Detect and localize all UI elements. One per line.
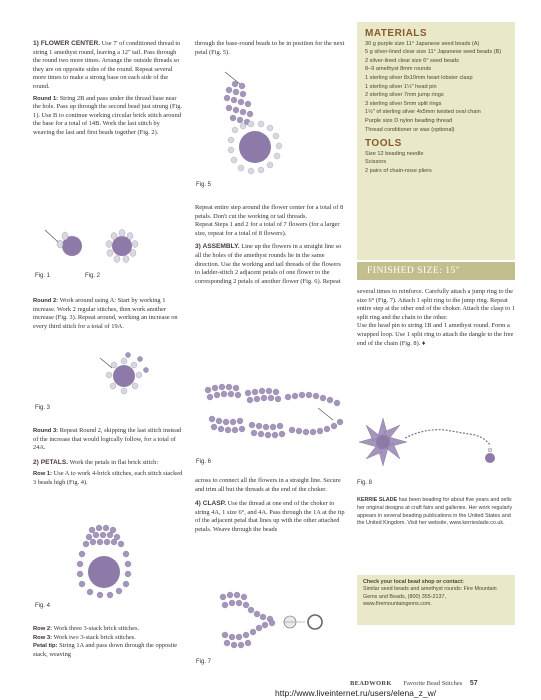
materials-heading: MATERIALS (365, 28, 428, 39)
clasp-para (195, 500, 345, 534)
fig-2-label: Fig. 2 (85, 273, 101, 279)
figure-7 (215, 582, 345, 664)
fig-3-label: Fig. 3 (35, 405, 51, 411)
row2-label: Row 2: (33, 626, 53, 632)
fig-8-label: Fig. 8 (357, 480, 373, 486)
materials-item: 1 sterling silver 1½" head pin (365, 83, 437, 90)
rows-block (33, 625, 183, 659)
round3-para (33, 427, 183, 453)
petal-tip-para (33, 642, 183, 659)
petals-text: Work the petals in flat brick stitch: (69, 458, 159, 466)
materials-item: 3 sterling silver 5mm split rings (365, 100, 442, 107)
clasp-text: Use the thread at one end of the choker to string 4A, 1 size 6°, and 4A. Pass through the 1A at the tip of the adjacent petal that lines up with the other attached petals. Weave through the beads (195, 500, 345, 533)
materials-item: 2 silver-lined clear size 6° seed beads (365, 57, 459, 64)
row1-para (33, 470, 183, 487)
tools-item: Scissors (365, 159, 387, 166)
materials-sidebar (357, 22, 515, 260)
figure-5 (205, 62, 305, 177)
repeat2-text: Repeat Steps 1 and 2 for a total of 7 flowers (for a larger size, repeat for a total of 8 flowers). (195, 221, 340, 237)
petal-tip-text: String 1A and pass down through the opposite stack, weaving (33, 642, 178, 658)
col2-top-text: through the base-round beads to be in position for the next petal (Fig. 5). (195, 40, 345, 56)
petals-para (33, 459, 183, 468)
page-number: 57 (469, 680, 478, 687)
round1-para (33, 95, 183, 138)
row2-text: Work three 3-stack brick stitches. (53, 625, 140, 632)
figure-6 (198, 375, 348, 455)
column-2-bottom (195, 477, 345, 538)
assembly-text: Line up the flowers in a straight line so all the holes of the amethyst rounds lie in the same direction. Use the working and tail threads of the flowers to ladder-stitch 2 adjacent petals of one flower to the corresponding 2 petals of another flower (Fig. 6). Repeat (195, 243, 342, 285)
figure-3 (90, 348, 160, 403)
round3-label: Round 3: (33, 428, 59, 434)
row2-para (33, 625, 183, 634)
fig-1-label: Fig. 1 (35, 273, 51, 279)
materials-item: 5 g silver-lined clear size 11° Japanese seed beads (B) (365, 49, 502, 56)
row1-label: Row 1: (33, 471, 53, 478)
column-1 (33, 40, 183, 141)
row3-label: Row 3: (33, 634, 53, 641)
fig-5-label: Fig. 5 (196, 182, 212, 188)
flower-center-heading: 1) FLOWER CENTER. (33, 40, 101, 47)
round1-text: String 2B and pass under the thread base near the hole. Pass up through the second bead just strung (Fig. 1). Use B to continue working circular brick stitch around the base for a total of 14B. Work the last stitch by weaving the last and first beads together (Fig. 2). (33, 94, 183, 136)
author-bio-text: has been beading for about five years and sells her original designs at craft fairs and galleries. Her work regularly appears in several beading publications in the United States and the United Kingdom. Visit her website, www.kerrieslade.co.uk. (357, 497, 513, 527)
row3-para (33, 634, 183, 643)
round3-block (33, 427, 183, 491)
flower-center-para (33, 40, 183, 92)
tools-item: 2 pairs of chain-nose pliers (365, 167, 432, 174)
tools-heading: TOOLS (365, 138, 402, 150)
materials-item: Thread conditioner or wax (optional) (365, 126, 455, 133)
round2-para (33, 297, 183, 331)
footer-publication: BEADWORK (350, 680, 392, 687)
column-3 (357, 288, 515, 351)
figure-4 (62, 520, 162, 600)
assembly-heading: 3) ASSEMBLY. (195, 243, 240, 251)
round2-block (33, 297, 183, 334)
finished-size-banner: FINISHED SIZE: 15" (357, 262, 515, 280)
materials-item: 8–9 amethyst 8mm rounds (365, 66, 432, 73)
petals-heading: 2) PETALS. (33, 458, 69, 466)
shop-heading: Check your local bead shop or contact: (363, 579, 464, 585)
materials-item: Purple size D nylon beading thread (365, 117, 453, 124)
materials-item: 1 sterling silver 8x10mm heart lobster clasp (365, 74, 473, 81)
column-2-top (195, 40, 345, 60)
clasp-heading: 4) CLASP. (195, 500, 227, 508)
fig-7-label: Fig. 7 (196, 659, 212, 665)
fig-6-label: Fig. 6 (196, 459, 212, 465)
row1-text: Use A to work 4-brick stitches, each stitch stacked 3 beads high (Fig. 4). (33, 470, 183, 486)
shop-text: Similar seed beads and amethyst rounds: Fire Mountain Gems and Beads, (800) 355-2137, www.firemountaingems.com. (363, 586, 497, 608)
col3-text2: Use the head pin to string 1B and 1 amethyst round. Form a wrapped loop. Use 1 split ring to attach the dangle to the free end of the chain (Fig. 8). ♦ (357, 322, 514, 347)
tools-list (365, 151, 507, 176)
tools-item: Size 12 beading needle (365, 150, 424, 157)
page-footer (350, 680, 530, 687)
materials-list (365, 41, 507, 135)
round2-text: Work around using A: Start by working 1 increase. Work 2 regular stitches, then work another increase (Fig. 3). Repeat around, working an increase on every third stitch for a total of 19A. (33, 297, 178, 330)
col3-text1: several times to reinforce. Carefully attach a jump ring to the size 6° (Fig. 7). Attach 1 split ring to the jump ring. Repeat entire step at the other end of the choker. Attach the clasp to 1 split ring and the chain to the other. (357, 288, 515, 321)
footer-issue: Favorite Bead Stitches (403, 680, 463, 687)
materials-item: 2 sterling silver 7mm jump rings (365, 92, 444, 99)
round1-label: Round 1: (33, 95, 59, 102)
author-name: KERRIE SLADE (357, 497, 398, 503)
author-bio (357, 497, 515, 528)
fig-4-label: Fig. 4 (35, 603, 51, 609)
repeat-text: Repeat entire step around the flower center for a total of 8 petals. Don't cut the working or tail threads. (195, 204, 344, 220)
watermark-url: http://www.liveinternet.ru/users/elena_z_w/ (275, 688, 437, 698)
flower-center-text: Use 7' of conditioned thread to string 1 amethyst round, leaving a 12" tail. Pass through the round two more times. Arrange the outside threads so they are on opposite sides of the round. Repeat several more times to make a strong base on each side of the round. (33, 40, 181, 90)
row3-text: Work two 3-stack brick stitches. (53, 633, 136, 641)
materials-item: 30 g purple size 11° Japanese seed beads (A) (365, 40, 480, 47)
across-text: across to connect all the flowers in a straight line. Secure and trim all but the threads at the end of the choker. (195, 477, 341, 493)
assembly-para (195, 243, 345, 286)
figure-1-2 (40, 222, 150, 272)
petal-tip-label: Petal tip: (33, 643, 58, 650)
column-2-mid (195, 204, 345, 289)
materials-item: 1½" of sterling silver 4x5mm twisted oval chain (365, 109, 481, 116)
round2-label: Round 2: (33, 298, 59, 304)
bead-shop-box (357, 575, 515, 625)
round3-text: Repeat Round 2, skipping the last stitch instead of the increase that would logically follow, for a total of 24A. (33, 427, 182, 452)
figure-8 (355, 400, 515, 480)
